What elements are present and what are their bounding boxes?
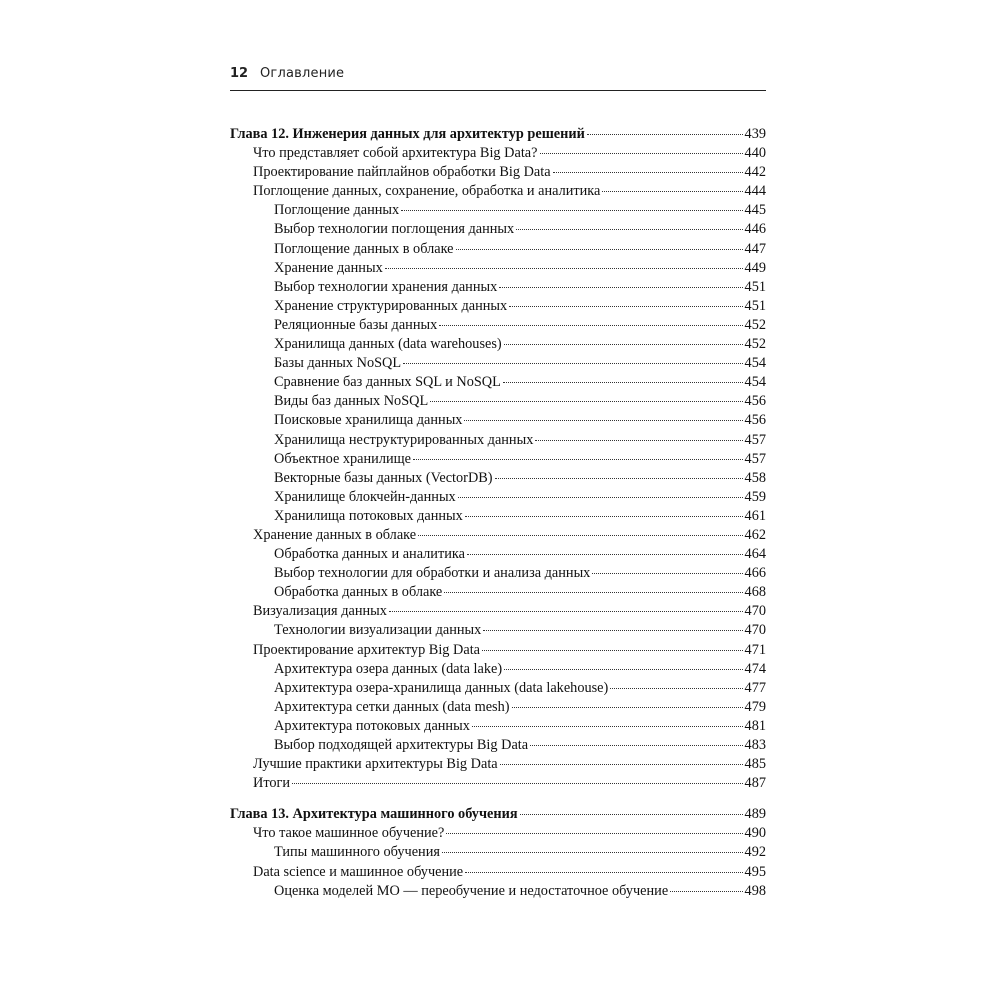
dot-leader [458, 497, 743, 498]
dot-leader [483, 630, 742, 631]
dot-leader [403, 363, 742, 364]
dot-leader [499, 287, 742, 288]
dot-leader [465, 872, 742, 873]
dot-leader [500, 764, 743, 765]
entry-title: Глава 13. Архитектура машинного обучения [230, 806, 518, 823]
toc-entry[interactable] [230, 775, 766, 794]
toc-entry[interactable] [230, 883, 766, 902]
toc-entry[interactable] [230, 546, 766, 565]
dot-leader [610, 688, 742, 689]
entry-page-number: 461 [744, 507, 766, 524]
toc-entry[interactable] [230, 317, 766, 336]
chapter-heading[interactable] [230, 806, 766, 825]
entry-page-number: 452 [744, 336, 766, 353]
entry-page-number: 495 [744, 863, 766, 880]
dot-leader [456, 249, 743, 250]
toc-entry[interactable] [230, 298, 766, 317]
toc-entry[interactable] [230, 756, 766, 775]
entry-title: Сравнение баз данных SQL и NoSQL [274, 374, 501, 391]
entry-page-number: 490 [744, 825, 766, 842]
entry-page-number: 470 [744, 603, 766, 620]
entry-page-number: 457 [744, 450, 766, 467]
dot-leader [444, 592, 742, 593]
dot-leader [535, 440, 742, 441]
dot-leader [413, 459, 743, 460]
entry-page-number: 489 [744, 806, 766, 823]
dot-leader [442, 852, 743, 853]
chapter-heading[interactable] [230, 126, 766, 145]
entry-title: Архитектура озера данных (data lake) [274, 660, 503, 677]
toc-entry[interactable] [230, 260, 766, 279]
dot-leader [385, 268, 743, 269]
page-number: 12 [230, 66, 249, 81]
toc-entry[interactable] [230, 864, 766, 883]
entry-title: Проектирование пайплайнов обработки Big Data [253, 164, 551, 181]
chapter-block [230, 126, 766, 794]
entry-page-number: 444 [744, 183, 766, 200]
entry-title: Что представляет собой архитектура Big Data? [253, 145, 538, 162]
entry-title: Что такое машинное обучение? [253, 825, 445, 842]
dot-leader [553, 172, 743, 173]
entry-page-number: 468 [744, 584, 766, 601]
toc-entry[interactable] [230, 825, 766, 844]
toc-entry[interactable] [230, 241, 766, 260]
entry-title: Хранилища неструктурированных данных [274, 431, 534, 448]
dot-leader [464, 420, 742, 421]
dot-leader [504, 669, 742, 670]
entry-title: Хранилища потоковых данных [274, 507, 463, 524]
entry-title: Векторные базы данных (VectorDB) [274, 469, 493, 486]
entry-page-number: 456 [744, 412, 766, 429]
dot-leader [587, 134, 743, 135]
toc-entry[interactable] [230, 470, 766, 489]
entry-title: Технологии визуализации данных [274, 622, 482, 639]
entry-title: Лучшие практики архитектуры Big Data [253, 756, 498, 773]
dot-leader [465, 516, 743, 517]
entry-title: Проектирование архитектур Big Data [253, 641, 481, 658]
running-header [230, 66, 766, 91]
dot-leader [292, 783, 742, 784]
toc-entry[interactable] [230, 412, 766, 431]
entry-title: Data science и машинное обучение [253, 863, 464, 880]
entry-page-number: 451 [744, 278, 766, 295]
dot-leader [430, 401, 742, 402]
dot-leader [439, 325, 742, 326]
dot-leader [509, 306, 742, 307]
entry-title: Реляционные базы данных [274, 316, 438, 333]
entry-title: Поглощение данных в облаке [274, 240, 454, 257]
dot-leader [516, 229, 742, 230]
dot-leader [503, 382, 743, 383]
entry-page-number: 446 [744, 221, 766, 238]
entry-page-number: 449 [744, 259, 766, 276]
toc-entry[interactable] [230, 718, 766, 737]
toc-entry[interactable] [230, 699, 766, 718]
entry-title: Выбор технологии для обработки и анализа данных [274, 565, 591, 582]
toc-entry[interactable] [230, 737, 766, 756]
dot-leader [512, 707, 743, 708]
toc-entry[interactable] [230, 661, 766, 680]
dot-leader [540, 153, 743, 154]
entry-page-number: 492 [744, 844, 766, 861]
toc-entry[interactable] [230, 432, 766, 451]
dot-leader [602, 191, 742, 192]
entry-page-number: 452 [744, 316, 766, 333]
entry-page-number: 466 [744, 565, 766, 582]
entry-page-number: 451 [744, 297, 766, 314]
entry-title: Хранение данных [274, 259, 383, 276]
toc-entry[interactable] [230, 489, 766, 508]
toc-entry[interactable] [230, 183, 766, 202]
entry-title: Объектное хранилище [274, 450, 411, 467]
entry-page-number: 464 [744, 546, 766, 563]
table-of-contents [230, 126, 766, 914]
dot-leader [495, 478, 743, 479]
entry-page-number: 456 [744, 393, 766, 410]
entry-page-number: 481 [744, 717, 766, 734]
toc-entry[interactable] [230, 336, 766, 355]
entry-page-number: 471 [744, 641, 766, 658]
running-title: Оглавление [260, 66, 345, 81]
toc-entry[interactable] [230, 622, 766, 641]
entry-title: Визуализация данных [253, 603, 387, 620]
entry-title: Выбор технологии поглощения данных [274, 221, 515, 238]
entry-page-number: 447 [744, 240, 766, 257]
dot-leader [401, 210, 742, 211]
entry-page-number: 485 [744, 756, 766, 773]
entry-title: Архитектура озера-хранилища данных (data lakehouse) [274, 679, 609, 696]
toc-entry[interactable] [230, 145, 766, 164]
dot-leader [446, 833, 742, 834]
entry-title: Выбор подходящей архитектуры Big Data [274, 737, 529, 753]
dot-leader [482, 650, 743, 651]
entry-page-number: 479 [744, 698, 766, 715]
entry-page-number: 458 [744, 469, 766, 486]
toc-entry[interactable] [230, 565, 766, 584]
entry-page-number: 439 [744, 126, 766, 142]
entry-title: Виды баз данных NoSQL [274, 393, 429, 410]
toc-entry[interactable] [230, 221, 766, 240]
dot-leader [670, 891, 742, 892]
entry-page-number: 454 [744, 355, 766, 372]
toc-entry[interactable] [230, 393, 766, 412]
toc-entry[interactable] [230, 279, 766, 298]
entry-title: Оценка моделей МО — переобучение и недостаточное обучение [274, 882, 669, 899]
entry-title: Итоги [253, 775, 291, 792]
entry-title: Хранилище блокчейн-данных [274, 488, 456, 505]
toc-entry[interactable] [230, 584, 766, 603]
chapter-block [230, 806, 766, 901]
toc-entry[interactable] [230, 355, 766, 374]
toc-entry[interactable] [230, 374, 766, 393]
entry-title: Базы данных NoSQL [274, 355, 402, 372]
entry-title: Поисковые хранилища данных [274, 412, 463, 429]
toc-entry[interactable] [230, 680, 766, 699]
entry-page-number: 457 [744, 431, 766, 448]
entry-page-number: 459 [744, 488, 766, 505]
dot-leader [418, 535, 742, 536]
toc-entry[interactable] [230, 451, 766, 470]
toc-entry[interactable] [230, 844, 766, 863]
entry-title: Выбор технологии хранения данных [274, 278, 498, 295]
dot-leader [504, 344, 743, 345]
dot-leader [472, 726, 743, 727]
entry-page-number: 483 [744, 737, 766, 753]
entry-page-number: 477 [744, 679, 766, 696]
entry-page-number: 487 [744, 775, 766, 792]
entry-title: Архитектура сетки данных (data mesh) [274, 698, 510, 715]
entry-title: Хранение структурированных данных [274, 297, 508, 314]
entry-title: Хранение данных в облаке [253, 526, 417, 543]
toc-entry[interactable] [230, 603, 766, 622]
entry-page-number: 462 [744, 526, 766, 543]
entry-page-number: 498 [744, 882, 766, 899]
entry-page-number: 470 [744, 622, 766, 639]
entry-title: Поглощение данных, сохранение, обработка и аналитика [253, 183, 601, 200]
entry-page-number: 440 [744, 145, 766, 162]
entry-title: Хранилища данных (data warehouses) [274, 336, 502, 353]
toc-entry[interactable] [230, 527, 766, 546]
entry-title: Архитектура потоковых данных [274, 717, 470, 734]
entry-page-number: 454 [744, 374, 766, 391]
dot-leader [530, 745, 742, 746]
entry-title: Обработка данных и аналитика [274, 546, 465, 563]
dot-leader [592, 573, 742, 574]
toc-entry[interactable] [230, 164, 766, 183]
toc-entry[interactable] [230, 642, 766, 661]
entry-page-number: 442 [744, 164, 766, 181]
entry-page-number: 445 [744, 202, 766, 219]
toc-entry[interactable] [230, 202, 766, 221]
entry-title: Типы машинного обучения [274, 844, 440, 861]
toc-entry[interactable] [230, 508, 766, 527]
dot-leader [520, 814, 743, 815]
dot-leader [389, 611, 743, 612]
entry-title: Обработка данных в облаке [274, 584, 443, 601]
entry-page-number: 474 [744, 660, 766, 677]
entry-title: Поглощение данных [274, 202, 400, 219]
dot-leader [467, 554, 743, 555]
entry-title: Глава 12. Инженерия данных для архитектур решений [230, 126, 585, 142]
